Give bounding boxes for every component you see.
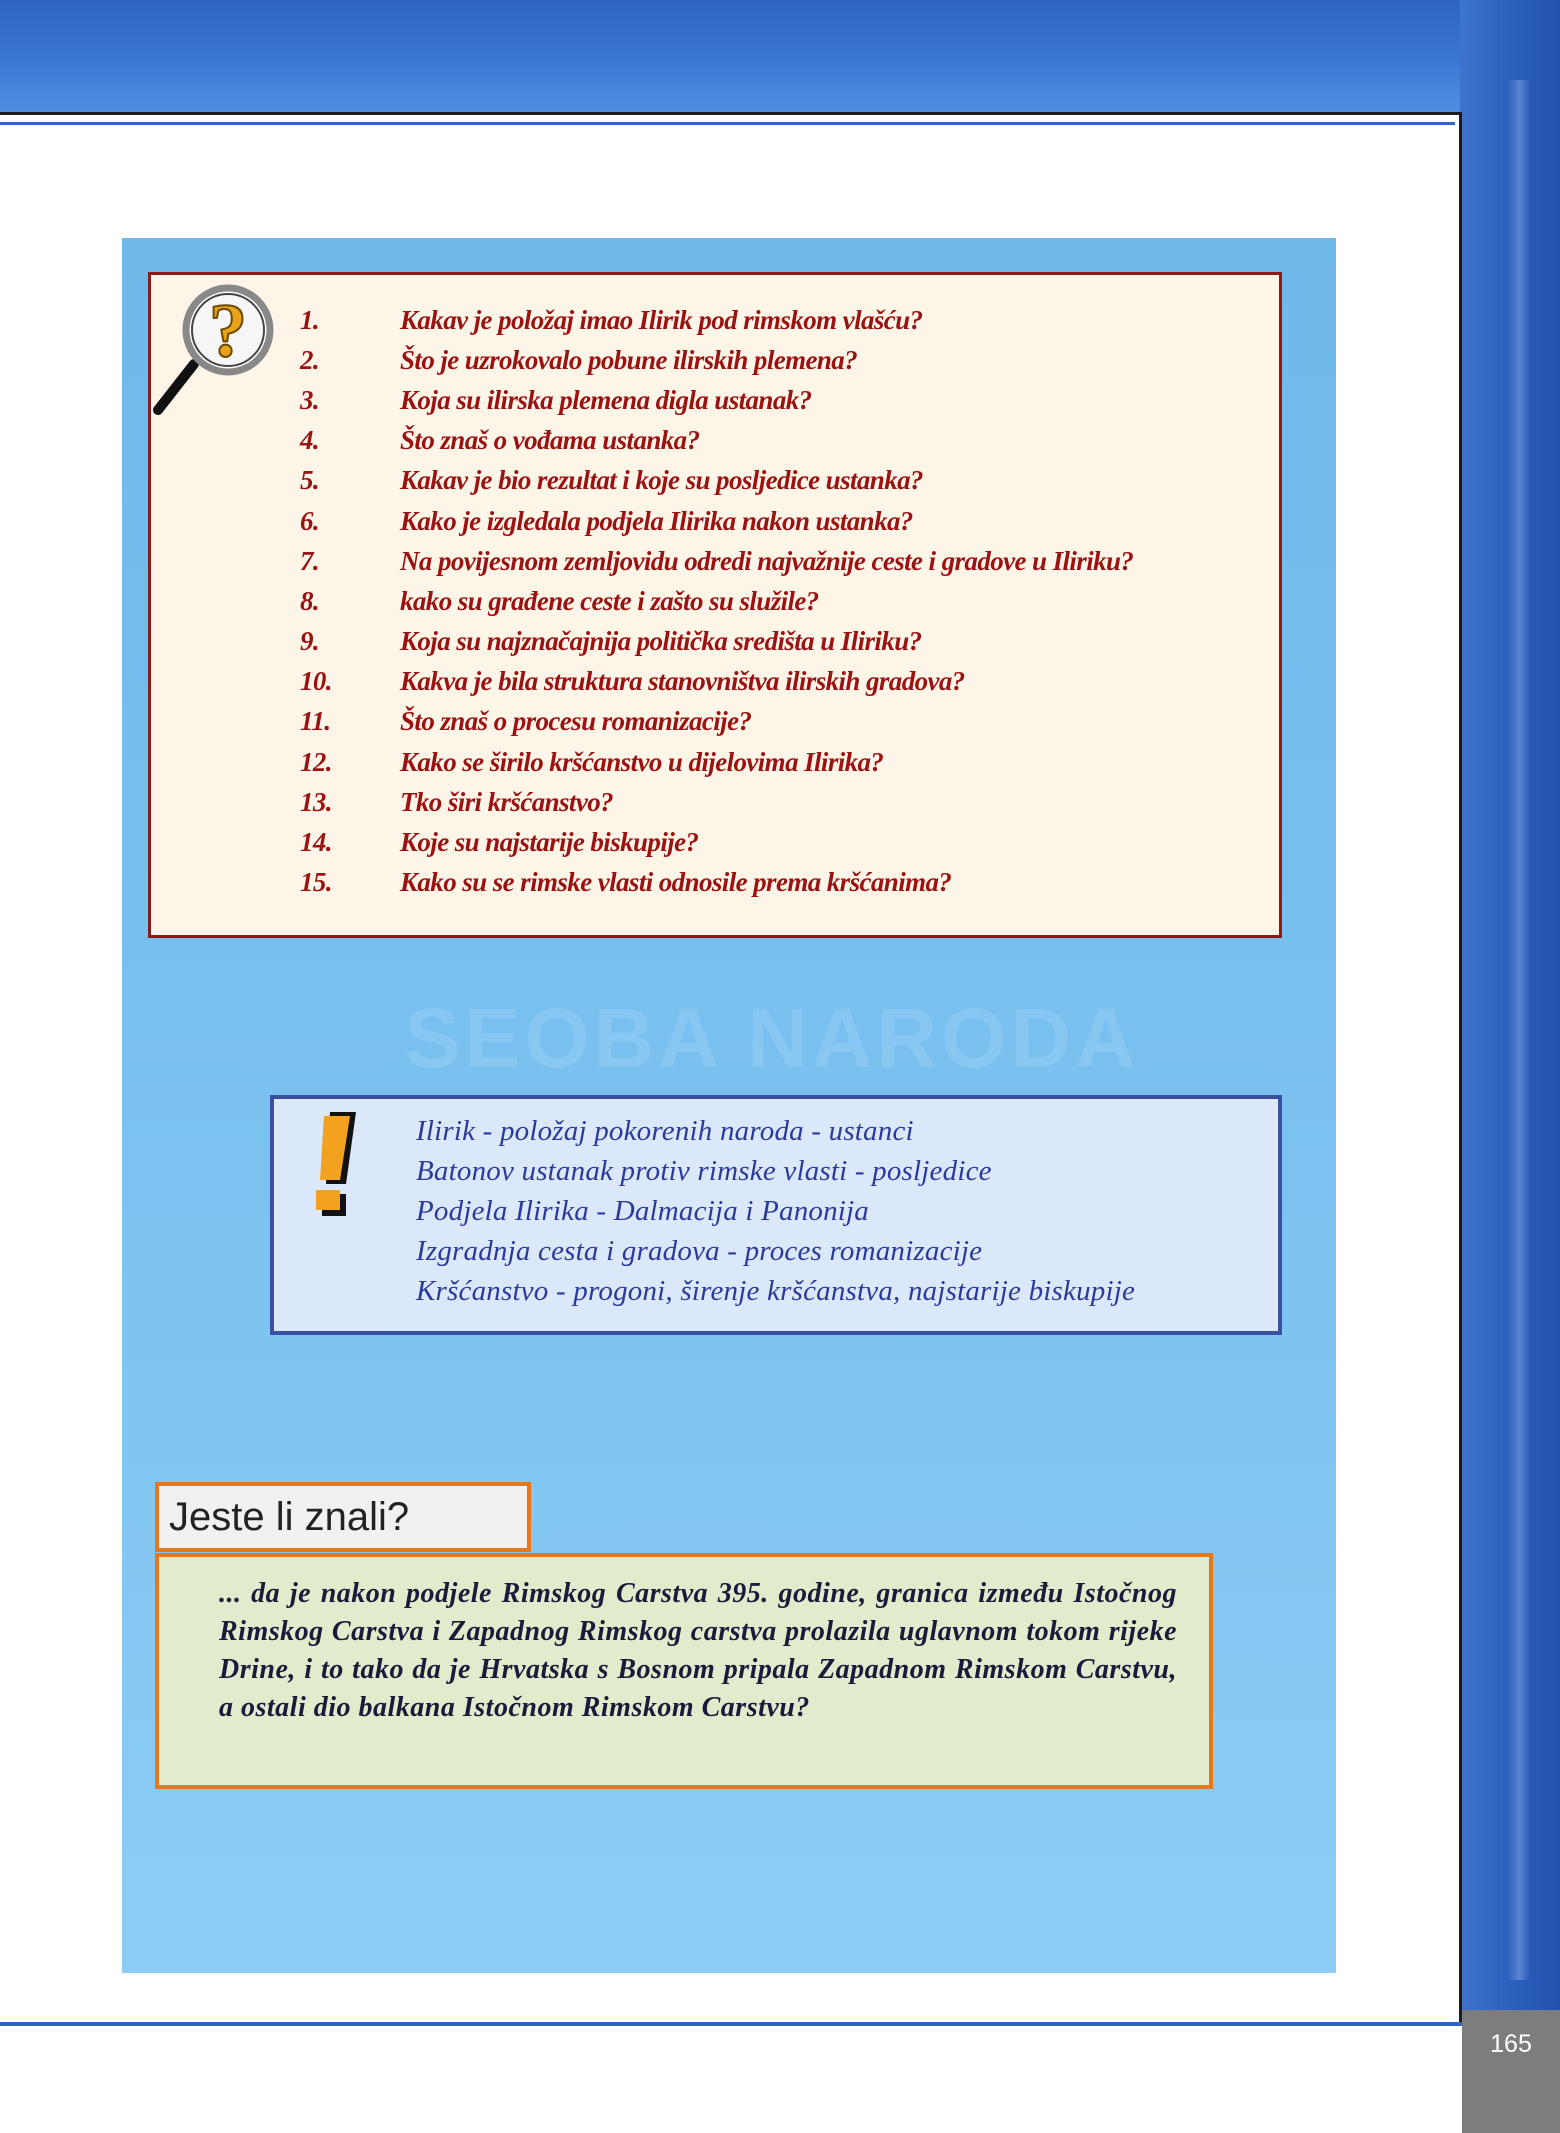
list-item	[300, 501, 1280, 541]
question-list	[300, 300, 1280, 903]
list-item: Batonov ustanak protiv rimske vlasti - posljedice	[416, 1154, 992, 1187]
question-text: Što znaš o vođama ustanka?	[400, 425, 700, 456]
list-item: Ilirik - položaj pokorenih naroda - ustanci	[416, 1114, 914, 1147]
question-text: Kako se širilo kršćanstvo u dijelovima Ilirika?	[400, 746, 884, 777]
list-item	[300, 662, 1280, 702]
question-number: 8.	[300, 585, 320, 616]
question-text: Što je uzrokovalo pobune ilirskih plemena?	[400, 344, 858, 375]
list-item: Podjela Ilirika - Dalmacija i Panonija	[416, 1194, 870, 1227]
question-text: Na povijesnom zemljovidu odredi najvažnije ceste i gradove u Iliriku?	[400, 545, 1134, 576]
svg-text:?: ?	[209, 289, 247, 373]
bottom-margin	[0, 2026, 1462, 2133]
list-item: Kršćanstvo - progoni, širenje kršćanstva, najstarije biskupije	[416, 1274, 1136, 1307]
page-number: 165	[1462, 2010, 1560, 2133]
question-text: Koja su ilirska plemena digla ustanak?	[400, 384, 812, 415]
question-number: 5.	[300, 465, 320, 496]
question-number: 15.	[300, 867, 332, 898]
question-number: 14.	[300, 827, 332, 858]
question-number: 12.	[300, 746, 332, 777]
did-you-know-text: ... da je nakon podjele Rimskog Carstva 395. godine, granica između Istočnog Rimskog Carstva i Zapadnog Rimskog carstva prolazila uglavnom tokom rijeke Drine, i to tako da je Hrvatska s Bosnom pripala Zapadnom Rimskom Carstvu, a ostali dio balkana Istočnom Rimskom Carstvu?	[219, 1578, 1177, 1723]
right-side-band	[1460, 0, 1560, 2133]
did-you-know-box	[155, 1553, 1213, 1789]
question-text: Kakva je bila struktura stanovništva ilirskih gradova?	[400, 666, 965, 697]
list-item	[300, 461, 1280, 501]
exclamation-icon	[306, 1110, 366, 1220]
question-number: 9.	[300, 626, 320, 657]
question-number: 7.	[300, 545, 320, 576]
key-points-list	[416, 1111, 1276, 1311]
list-item	[300, 782, 1280, 822]
background-watermark: SEOBA NARODA	[404, 991, 1140, 1085]
question-text: Kakav je bio rezultat i koje su posljedice ustanka?	[400, 465, 923, 496]
list-item	[300, 300, 1280, 340]
question-text: Tko širi kršćanstvo?	[400, 786, 614, 817]
list-item	[300, 863, 1280, 903]
question-number: 2.	[300, 344, 320, 375]
band-streak	[1508, 80, 1530, 1980]
question-number: 11.	[300, 706, 331, 737]
question-text: Kakav je položaj imao Ilirik pod rimskom vlašću?	[400, 304, 923, 335]
list-item: Izgradnja cesta i gradova - proces romanizacije	[416, 1234, 983, 1267]
question-text: Što znaš o procesu romanizacije?	[400, 706, 752, 737]
question-text: kako su građene ceste i zašto su služile?	[400, 585, 819, 616]
list-item	[300, 742, 1280, 782]
question-number: 3.	[300, 384, 320, 415]
did-you-know-title: Jeste li znali?	[155, 1482, 531, 1552]
magnifier-question-icon	[152, 276, 292, 416]
list-item	[300, 421, 1280, 461]
question-number: 13.	[300, 786, 332, 817]
question-text: Kako je izgledala podjela Ilirika nakon ustanka?	[400, 505, 913, 536]
list-item	[300, 581, 1280, 621]
question-text: Koja su najznačajnija politička središta u Iliriku?	[400, 626, 922, 657]
top-header-band	[0, 0, 1560, 112]
question-number: 6.	[300, 505, 320, 536]
list-item	[300, 622, 1280, 662]
question-number: 4.	[300, 425, 320, 456]
question-number: 1.	[300, 304, 320, 335]
question-number: 10.	[300, 666, 332, 697]
top-rule	[0, 122, 1455, 125]
list-item	[300, 340, 1280, 380]
list-item	[300, 541, 1280, 581]
list-item	[300, 822, 1280, 862]
list-item	[300, 702, 1280, 742]
question-text: Koje su najstarije biskupije?	[400, 827, 699, 858]
question-text: Kako su se rimske vlasti odnosile prema kršćanima?	[400, 867, 952, 898]
list-item	[300, 380, 1280, 420]
